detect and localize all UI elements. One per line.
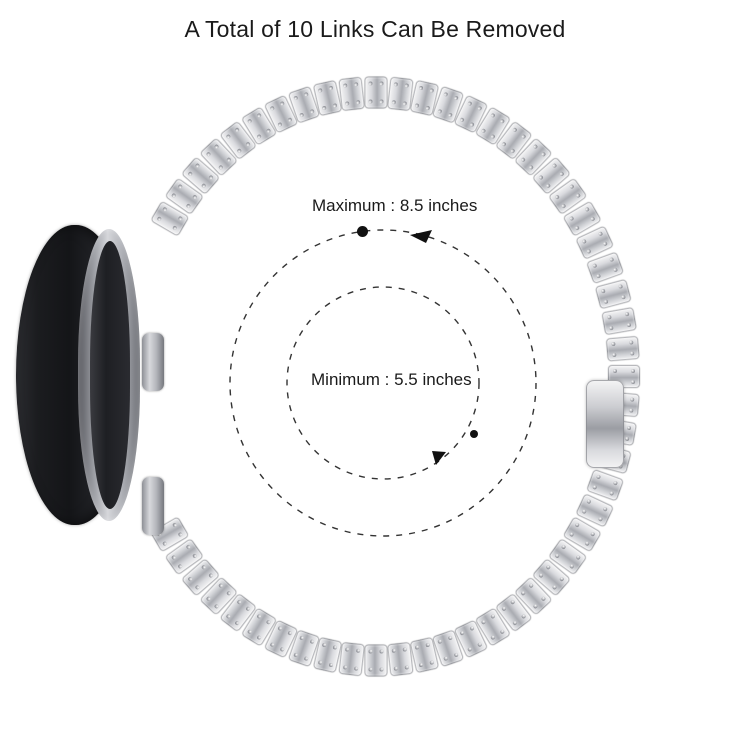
maximum-marker-dot	[357, 226, 368, 237]
band-link	[338, 76, 364, 110]
band-link	[387, 641, 413, 675]
watch-button-top[interactable]	[142, 333, 164, 391]
band-link	[606, 335, 640, 361]
page-title: A Total of 10 Links Can Be Removed	[184, 16, 566, 42]
minimum-marker-dot	[470, 430, 478, 438]
case-inner-ring	[90, 241, 130, 509]
minimum-size-label: Minimum : 5.5 inches	[311, 370, 472, 389]
band-link	[387, 76, 413, 110]
band-link	[365, 644, 388, 676]
band-link	[338, 641, 364, 675]
watch-case	[16, 225, 146, 525]
maximum-size-label: Maximum : 8.5 inches	[312, 196, 478, 215]
band-clasp	[586, 380, 624, 468]
watch-button-bottom[interactable]	[142, 477, 164, 535]
band-link	[365, 76, 388, 108]
band-link	[595, 278, 632, 308]
band-link	[601, 307, 636, 335]
